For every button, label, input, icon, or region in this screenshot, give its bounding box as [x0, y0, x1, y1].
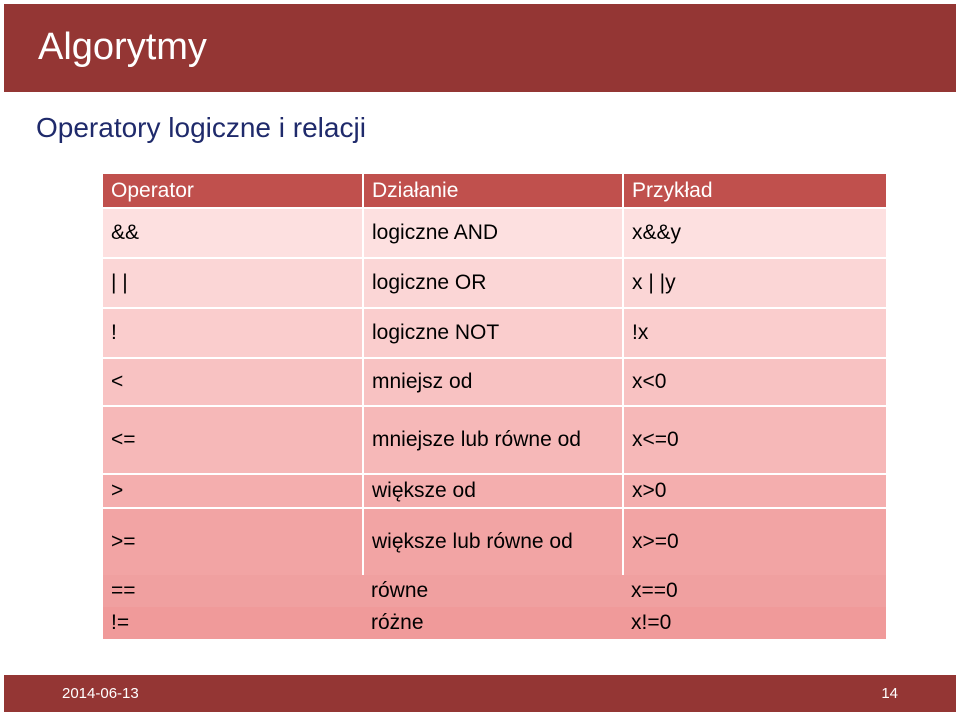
table-header-row [103, 174, 886, 208]
header-przyklad: Przykład [623, 174, 886, 208]
footer-bar [4, 675, 956, 712]
example-cell: x&&y [623, 208, 886, 258]
operator-cell: ! [103, 308, 363, 358]
table-row [103, 308, 886, 358]
operator-cell: <= [103, 406, 363, 474]
table-row [103, 406, 886, 474]
title-bar [4, 4, 956, 92]
operator-cell: | | [103, 258, 363, 308]
table-row [103, 358, 886, 406]
operator-cell: == [103, 575, 363, 607]
action-cell: logiczne AND [363, 208, 623, 258]
operator-cell: >= [103, 508, 363, 575]
header-dzialanie: Działanie [363, 174, 623, 208]
example-cell: x!=0 [623, 607, 886, 639]
table-row [103, 474, 886, 508]
footer-date: 2014-06-13 [62, 685, 139, 702]
operators-table [103, 174, 886, 639]
operator-cell: < [103, 358, 363, 406]
example-cell: x | |y [623, 258, 886, 308]
action-cell: mniejsz od [363, 358, 623, 406]
table-row [103, 208, 886, 258]
operator-cell: != [103, 607, 363, 639]
action-cell: równe [363, 575, 623, 607]
action-cell: różne [363, 607, 623, 639]
slide-title: Algorytmy [38, 26, 207, 68]
action-cell: logiczne NOT [363, 308, 623, 358]
operator-cell: && [103, 208, 363, 258]
table-row [103, 258, 886, 308]
action-cell: większe od [363, 474, 623, 508]
action-cell: mniejsze lub równe od [363, 406, 623, 474]
example-cell: x<=0 [623, 406, 886, 474]
example-cell: x>0 [623, 474, 886, 508]
table-row [103, 607, 886, 639]
page-number: 14 [881, 685, 898, 702]
header-operator: Operator [103, 174, 363, 208]
example-cell: x>=0 [623, 508, 886, 575]
action-cell: większe lub równe od [363, 508, 623, 575]
operator-cell: > [103, 474, 363, 508]
table-row [103, 575, 886, 607]
example-cell: x<0 [623, 358, 886, 406]
action-cell: logiczne OR [363, 258, 623, 308]
example-cell: x==0 [623, 575, 886, 607]
table-row [103, 508, 886, 575]
example-cell: !x [623, 308, 886, 358]
slide-subtitle: Operatory logiczne i relacji [36, 112, 366, 143]
